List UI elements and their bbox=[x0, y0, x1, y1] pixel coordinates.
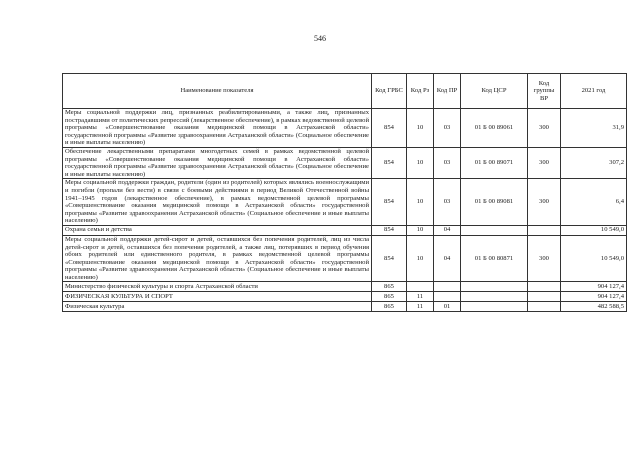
cell-grbs: 854 bbox=[372, 109, 407, 148]
cell-grbs: 865 bbox=[372, 282, 407, 292]
cell-rz: 11 bbox=[407, 302, 434, 312]
cell-rz: 10 bbox=[407, 225, 434, 235]
cell-rz: 10 bbox=[407, 147, 434, 178]
cell-grbs: 854 bbox=[372, 147, 407, 178]
cell-csr bbox=[461, 292, 528, 302]
cell-year: 904 127,4 bbox=[561, 282, 627, 292]
cell-vr: 300 bbox=[528, 147, 561, 178]
table-row bbox=[63, 225, 627, 235]
cell-rz: 11 bbox=[407, 292, 434, 302]
cell-name: Министерство физической культуры и спорта Астраханской области bbox=[63, 282, 372, 292]
cell-pr: 03 bbox=[434, 147, 461, 178]
cell-rz: 10 bbox=[407, 179, 434, 226]
header-grbs: Код ГРБС bbox=[372, 74, 407, 109]
table-row bbox=[63, 179, 627, 226]
cell-name: Меры социальной поддержки граждан, родители (один из родителей) которых являлись военнослужащими и погибли (пропали без вести) в связи с боевыми действиями в период Великой Отечественной войны 1941–1945 годов (лекарственное обеспечение), в рамках ведомственной целевой программы «Совершенствование оказания медицинской помощи в Астраханской области» государственной программы «Развитие здравоохранения Астраханской области» (Социальное обеспечение и иные выплаты населению) bbox=[63, 179, 372, 226]
cell-rz bbox=[407, 282, 434, 292]
cell-csr bbox=[461, 282, 528, 292]
header-vr: Код группы ВР bbox=[528, 74, 561, 109]
cell-vr bbox=[528, 282, 561, 292]
cell-csr bbox=[461, 302, 528, 312]
table-row bbox=[63, 302, 627, 312]
cell-year: 307,2 bbox=[561, 147, 627, 178]
cell-name: Меры социальной поддержки лиц, признанных реабилитированными, а также лиц, признанных пострадавшими от политических репрессий (лекарственное обеспечение), в рамках ведомственной целевой программы «Совершенствование оказания медицинской помощи в Астраханской области» государственной программы «Развитие здравоохранения Астраханской области» (Социальное обеспечение и иные выплаты населению) bbox=[63, 109, 372, 148]
cell-csr: 01 Б 00 80871 bbox=[461, 235, 528, 282]
cell-grbs: 854 bbox=[372, 225, 407, 235]
cell-year: 904 127,4 bbox=[561, 292, 627, 302]
header-rz: Код Рз bbox=[407, 74, 434, 109]
cell-pr: 03 bbox=[434, 179, 461, 226]
cell-csr bbox=[461, 225, 528, 235]
cell-vr: 300 bbox=[528, 179, 561, 226]
header-year: 2021 год bbox=[561, 74, 627, 109]
cell-name: Охрана семьи и детства bbox=[63, 225, 372, 235]
cell-csr: 01 Б 00 89071 bbox=[461, 147, 528, 178]
cell-year: 31,9 bbox=[561, 109, 627, 148]
cell-pr: 01 bbox=[434, 302, 461, 312]
cell-pr: 04 bbox=[434, 235, 461, 282]
cell-vr bbox=[528, 302, 561, 312]
cell-year: 482 588,5 bbox=[561, 302, 627, 312]
cell-vr bbox=[528, 225, 561, 235]
cell-name: Физическая культура bbox=[63, 302, 372, 312]
cell-vr bbox=[528, 292, 561, 302]
header-pr: Код ПР bbox=[434, 74, 461, 109]
cell-grbs: 865 bbox=[372, 292, 407, 302]
cell-grbs: 854 bbox=[372, 235, 407, 282]
cell-csr: 01 Б 00 89061 bbox=[461, 109, 528, 148]
cell-name: Меры социальной поддержки детей-сирот и детей, оставшихся без попечения родителей, лиц из числа детей-сирот и детей, оставшихся без попечения родителей, а также лиц, потерявших в период обучения обоих родителей или единственного родителя, в рамках ведомственной целевой программы «Совершенствование оказания медицинской помощи в Астраханской области» государственной программы «Развитие здравоохранения Астраханской области» (Социальное обеспечение и иные выплаты населению) bbox=[63, 235, 372, 282]
cell-pr bbox=[434, 282, 461, 292]
cell-rz: 10 bbox=[407, 235, 434, 282]
cell-vr: 300 bbox=[528, 235, 561, 282]
header-csr: Код ЦСР bbox=[461, 74, 528, 109]
cell-csr: 01 Б 00 89081 bbox=[461, 179, 528, 226]
cell-pr: 04 bbox=[434, 225, 461, 235]
table-row bbox=[63, 282, 627, 292]
cell-name: Обеспечение лекарственными препаратами многодетных семей в рамках ведомственной целевой программы «Совершенствование оказания медицинской помощи в Астраханской области» государственной программы «Развитие здравоохранения Астраханской области» (Социальное обеспечение и иные выплаты населению) bbox=[63, 147, 372, 178]
header-name: Наименование показателя bbox=[63, 74, 372, 109]
table-row bbox=[63, 147, 627, 178]
cell-grbs: 854 bbox=[372, 179, 407, 226]
cell-pr: 03 bbox=[434, 109, 461, 148]
cell-rz: 10 bbox=[407, 109, 434, 148]
cell-year: 6,4 bbox=[561, 179, 627, 226]
cell-year: 10 549,0 bbox=[561, 225, 627, 235]
table-row bbox=[63, 292, 627, 302]
cell-vr: 300 bbox=[528, 109, 561, 148]
cell-grbs: 865 bbox=[372, 302, 407, 312]
cell-pr bbox=[434, 292, 461, 302]
table-row bbox=[63, 235, 627, 282]
cell-name: ФИЗИЧЕСКАЯ КУЛЬТУРА И СПОРТ bbox=[63, 292, 372, 302]
table-header-row bbox=[63, 74, 627, 109]
cell-year: 10 549,0 bbox=[561, 235, 627, 282]
page-number: 546 bbox=[314, 34, 326, 43]
budget-table bbox=[62, 73, 627, 312]
table-row bbox=[63, 109, 627, 148]
